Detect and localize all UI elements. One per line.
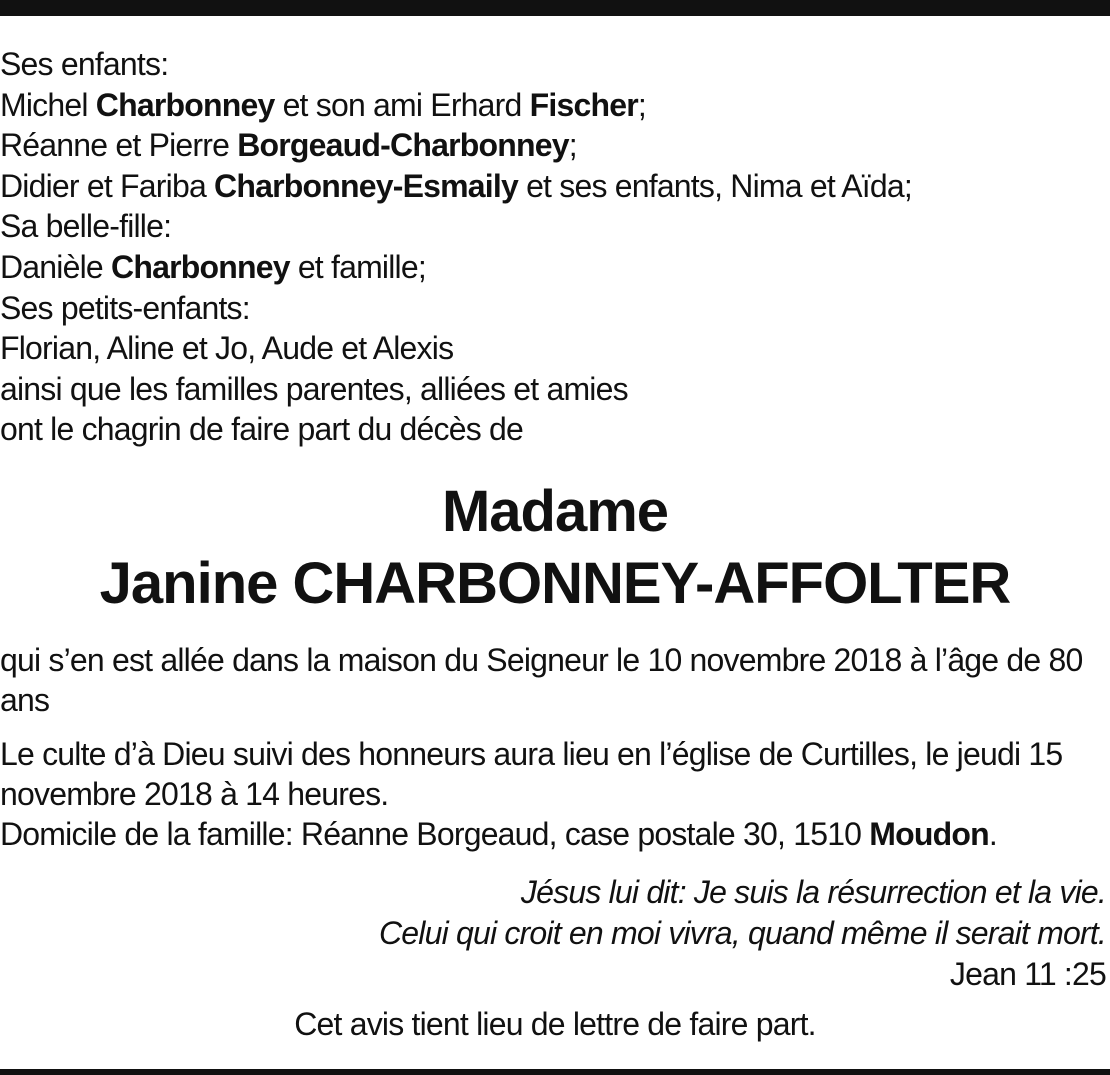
child-line-3: Didier et Fariba Charbonney-Esmaily et ses enfants, Nima et Aïda; bbox=[0, 167, 912, 204]
top-rule bbox=[0, 0, 1110, 16]
children-heading: Ses enfants: bbox=[0, 46, 169, 82]
announcement-line: ont le chagrin de faire part du décès de bbox=[0, 411, 524, 448]
deceased-title: Madame bbox=[441, 479, 669, 544]
relatives-line: ainsi que les familles parentes, alliées et amies bbox=[0, 370, 628, 407]
daughter-in-law-line: Danièle Charbonney et famille; bbox=[0, 248, 426, 285]
death-details: qui s’en est allée dans la maison du Seigneur le 10 novembre 2018 à l’âge de 80 ans bbox=[0, 642, 1083, 718]
verse-line-1: Jésus lui dit: Je suis la résurrection et la vie. bbox=[520, 874, 1106, 910]
child-line-2: Réanne et Pierre Borgeaud-Charbonney; bbox=[0, 127, 577, 164]
verse-reference: Jean 11 :25 bbox=[949, 956, 1106, 992]
grandchildren-line: Florian, Aline et Jo, Aude et Alexis bbox=[0, 330, 454, 367]
bottom-rule bbox=[0, 1069, 1110, 1075]
child-line-1: Michel Charbonney et son ami Erhard Fischer; bbox=[0, 86, 646, 123]
deceased-name-block bbox=[0, 476, 1110, 620]
daughter-in-law-heading: Sa belle-fille: bbox=[0, 208, 172, 245]
closing-note: Cet avis tient lieu de lettre de faire part. bbox=[294, 1006, 816, 1042]
service-details: Le culte d’à Dieu suivi des honneurs aura lieu en l’église de Curtilles, le jeudi 15 novembre 2018 à 14 heures. bbox=[0, 736, 1063, 812]
grandchildren-heading: Ses petits-enfants: bbox=[0, 289, 250, 326]
verse-line-2: Celui qui croit en moi vivra, quand même il serait mort. bbox=[378, 915, 1106, 951]
bible-verse bbox=[379, 872, 1106, 995]
domicile-line: Domicile de la famille: Réanne Borgeaud, case postale 30, 1510 Moudon. bbox=[0, 816, 997, 852]
deceased-name: Janine CHARBONNEY-AFFOLTER bbox=[99, 551, 1011, 616]
family-list bbox=[0, 44, 1110, 450]
